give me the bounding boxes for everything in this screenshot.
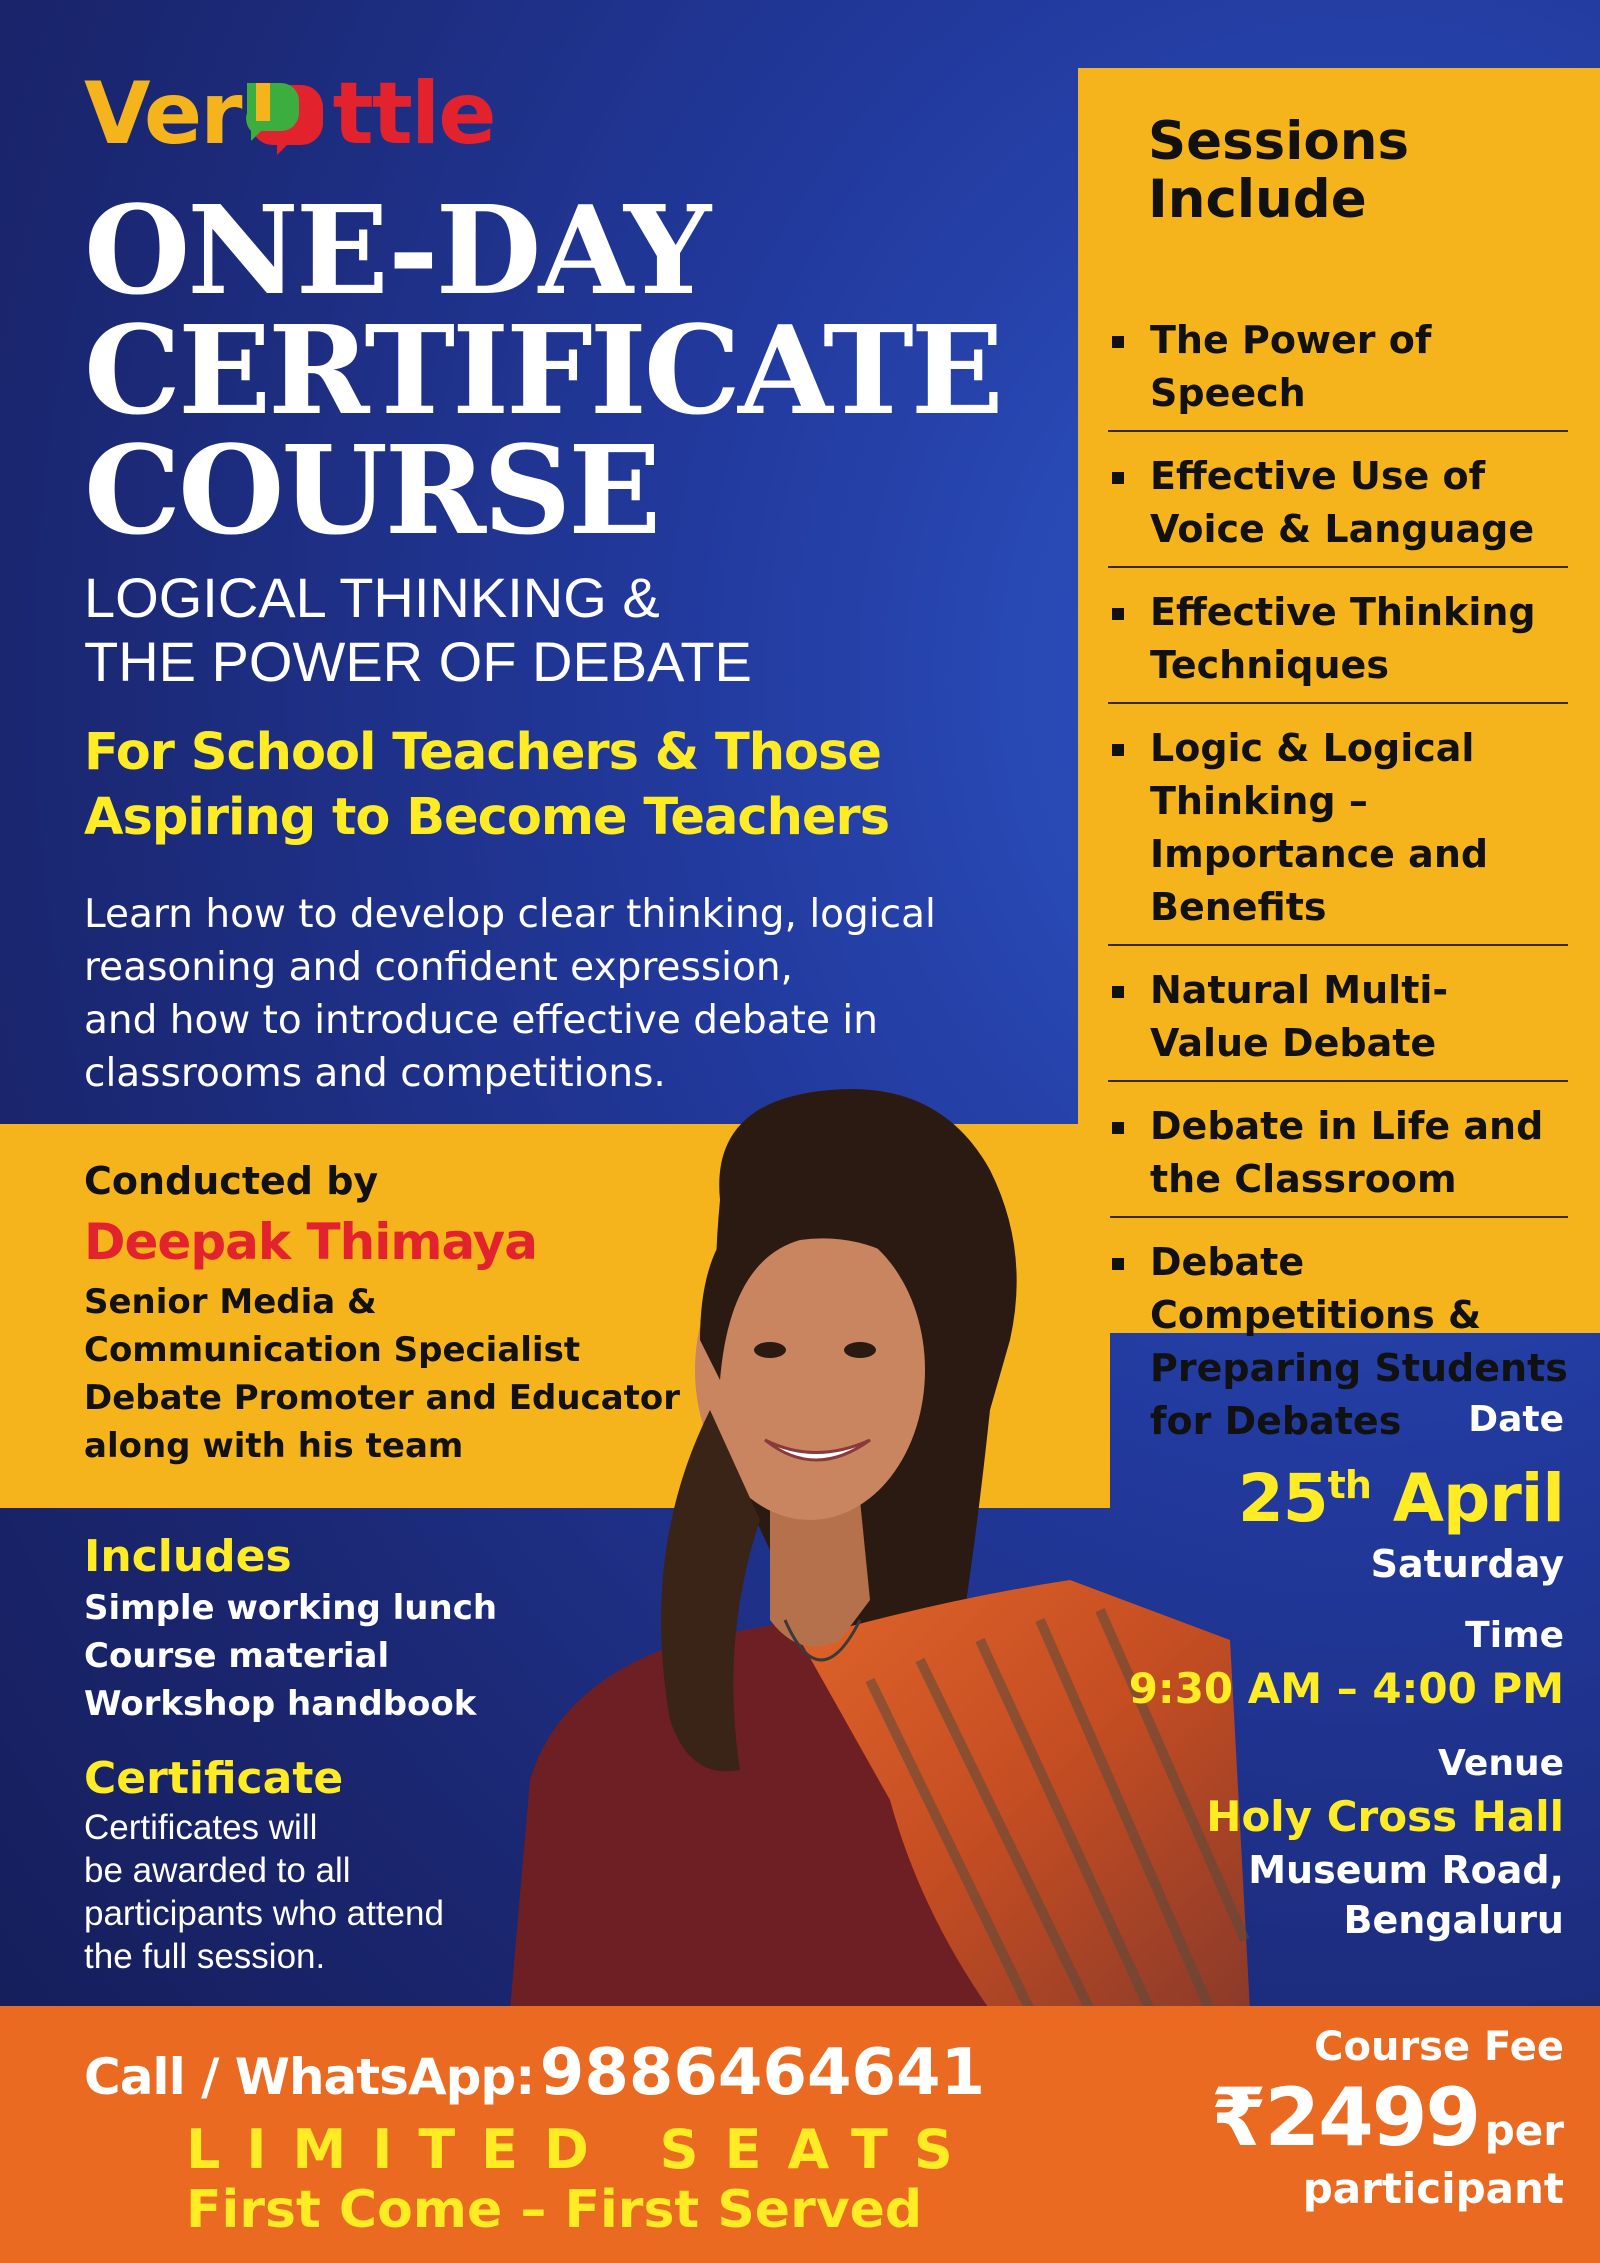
- bullet-icon: [1112, 472, 1124, 484]
- bullet-icon: [1112, 744, 1124, 756]
- fee-label: Course Fee: [1314, 2024, 1564, 2070]
- bullet-icon: [1112, 986, 1124, 998]
- audience-line-1: For School Teachers & Those: [84, 723, 882, 782]
- session-text: Effective Thinking: [1150, 590, 1536, 634]
- event-weekday: Saturday: [1370, 1542, 1564, 1586]
- conductor-role-line: Communication Specialist: [84, 1330, 581, 1370]
- contact-line: [84, 2036, 985, 2110]
- subtitle-line-2: THE POWER OF DEBATE: [84, 630, 752, 693]
- session-text: Competitions &: [1150, 1293, 1482, 1337]
- event-time: 9:30 AM – 4:00 PM: [1128, 1664, 1564, 1713]
- fee-per: per: [1484, 2106, 1564, 2155]
- sessions-title-line-1: Sessions: [1148, 111, 1410, 172]
- session-item: [1108, 444, 1568, 568]
- session-text: Logic & Logical: [1150, 726, 1475, 770]
- session-text: Benefits: [1150, 885, 1327, 929]
- certificate-section: [84, 1752, 604, 1978]
- first-come-first-served: First Come – First Served: [186, 2180, 923, 2240]
- session-item: [1108, 716, 1568, 946]
- speech-bubble-logo-icon: [243, 77, 331, 155]
- date-label: Date: [1468, 1399, 1564, 1440]
- sessions-title: [1148, 113, 1409, 229]
- venue-address-line: Museum Road,: [1248, 1848, 1564, 1892]
- subtitle-line-1: LOGICAL THINKING &: [84, 566, 660, 629]
- session-text: Preparing Students: [1150, 1346, 1568, 1390]
- description-line-1: Learn how to develop clear thinking, logical: [84, 892, 936, 937]
- session-text: Voice & Language: [1150, 507, 1535, 551]
- session-text: Value Debate: [1150, 1021, 1437, 1065]
- session-text: for Debates: [1150, 1399, 1402, 1443]
- course-fee: [1144, 2022, 1564, 2214]
- fee-amount: ₹2499: [1210, 2071, 1480, 2164]
- fee-participant: participant: [1302, 2164, 1564, 2213]
- logo-text-right: ttle: [332, 64, 495, 164]
- course-headline: [84, 178, 1034, 562]
- certificate-line: Certificates will: [84, 1808, 318, 1847]
- headline-line-1: ONE-DAY: [84, 178, 709, 322]
- session-text: Debate: [1150, 1240, 1305, 1284]
- session-text: Effective Use of: [1150, 454, 1486, 498]
- session-text: Thinking –: [1150, 779, 1368, 823]
- session-item: [1108, 308, 1568, 432]
- session-text: Speech: [1150, 371, 1306, 415]
- certificate-title: Certificate: [84, 1753, 344, 1804]
- includes-item: Simple working lunch: [84, 1588, 498, 1628]
- includes-item: Course material: [84, 1636, 390, 1676]
- certificate-line: participants who attend: [84, 1894, 444, 1933]
- session-text: Importance and: [1150, 832, 1489, 876]
- includes-title: Includes: [84, 1531, 292, 1582]
- venue-name: Holy Cross Hall: [1206, 1792, 1564, 1841]
- session-text: the Classroom: [1150, 1157, 1457, 1201]
- time-label: Time: [1465, 1615, 1564, 1656]
- bullet-icon: [1112, 336, 1124, 348]
- logo-text-left: Ver: [84, 64, 241, 164]
- course-subtitle: [84, 566, 904, 694]
- certificate-line: be awarded to all: [84, 1851, 351, 1890]
- sessions-title-line-2: Include: [1148, 169, 1367, 230]
- event-date: [1004, 1445, 1564, 1539]
- limited-seats: LIMITED SEATS: [186, 2118, 979, 2181]
- session-text: Natural Multi-: [1150, 968, 1449, 1012]
- phone-number[interactable]: 9886464641: [539, 2036, 986, 2110]
- conductor-name: Deepak Thimaya: [84, 1213, 537, 1271]
- date-month: April: [1392, 1460, 1564, 1537]
- verbattle-logo: [84, 62, 495, 164]
- venue-label: Venue: [1438, 1743, 1564, 1784]
- certificate-line: the full session.: [84, 1937, 326, 1976]
- target-audience: [84, 720, 1044, 850]
- conductor-label: Conducted by: [84, 1159, 379, 1203]
- conductor-role-line: along with his team: [84, 1426, 464, 1466]
- conductor-role-line: Debate Promoter and Educator: [84, 1378, 681, 1418]
- session-text: Debate in Life and: [1150, 1104, 1544, 1148]
- includes-item: Workshop handbook: [84, 1684, 477, 1724]
- date-suffix: th: [1327, 1463, 1371, 1507]
- audience-line-2: Aspiring to Become Teachers: [84, 788, 890, 847]
- call-label: Call / WhatsApp:: [84, 2048, 535, 2106]
- headline-line-2: CERTIFICATE: [84, 298, 1001, 442]
- session-item: [1108, 580, 1568, 704]
- conductor-role-line: Senior Media &: [84, 1282, 377, 1322]
- venue-address-line: Bengaluru: [1343, 1898, 1564, 1942]
- headline-line-3: COURSE: [84, 418, 659, 562]
- session-item: [1108, 958, 1568, 1082]
- description-line-2: reasoning and confident expression,: [84, 945, 793, 990]
- session-text: The Power of: [1150, 318, 1432, 362]
- description-line-3: and how to introduce effective debate in: [84, 998, 878, 1043]
- date-day: 25: [1237, 1460, 1328, 1537]
- event-details: [1004, 1395, 1564, 1945]
- course-description: [84, 888, 1044, 1100]
- session-text: Techniques: [1150, 643, 1389, 687]
- description-line-4: classrooms and competitions.: [84, 1051, 666, 1096]
- includes-section: [84, 1530, 554, 1728]
- bullet-icon: [1112, 608, 1124, 620]
